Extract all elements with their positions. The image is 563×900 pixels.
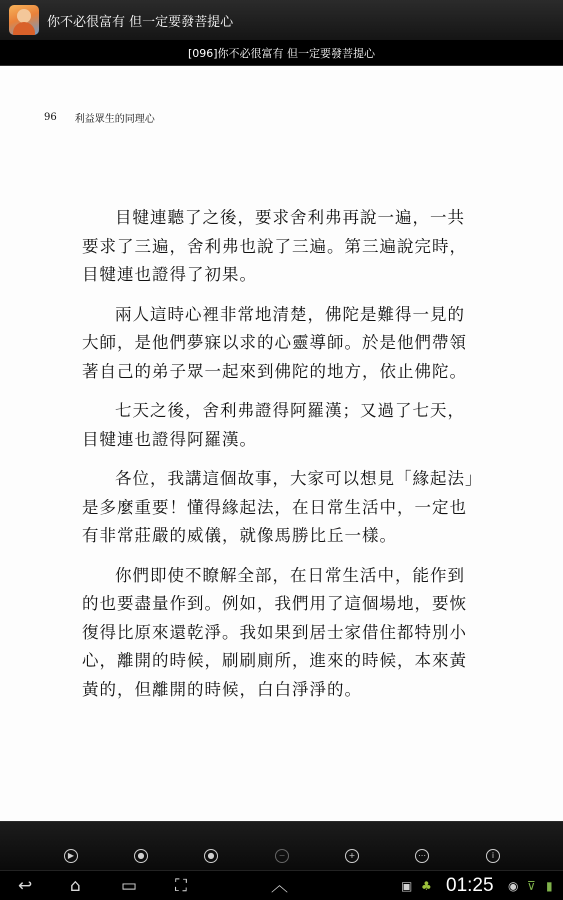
app-title: 你不必很富有 但一定要發菩提心 (47, 14, 234, 30)
page-header (44, 110, 155, 125)
battery-icon: ▮ (546, 879, 553, 893)
info-icon[interactable]: i (486, 849, 500, 863)
chapter-bar (0, 40, 563, 66)
gallery-icon: ▣ (401, 879, 413, 893)
zoom-in-icon[interactable]: + (345, 849, 359, 863)
up-chevron-icon[interactable]: ︿ (271, 876, 288, 896)
previous-icon[interactable]: ● (134, 849, 148, 863)
page-number: 96 (44, 112, 57, 123)
back-icon[interactable]: ↩ (18, 876, 33, 896)
clock: 01:25 (446, 875, 494, 896)
app-icon (9, 5, 39, 35)
paragraph: 各位，我講這個故事，大家可以想見「緣起法」是多麼重要！懂得緣起法，在日常生活中，一定也有非常莊嚴的威儀，就像馬勝比丘一樣。 (82, 469, 475, 545)
page-body (82, 204, 478, 715)
screenshot-icon[interactable]: ⛶ (175, 876, 187, 896)
running-head: 利益眾生的同理心 (74, 114, 155, 125)
play-icon[interactable]: ▶ (64, 849, 78, 863)
paragraph: 目犍連聽了之後，要求舍利弗再說一遍，一共要求了三遍，舍利弗也說了三遍。第三遍說完時，目犍連也證得了初果。 (82, 208, 467, 284)
paragraph: 你們即使不瞭解全部，在日常生活中，能作到的也要盡量作到。例如，我們用了這個場地，要恢復得比原來還乾淨。我如果到居士家借住都特別小心，離開的時候，刷刷廁所，進來的時候，本來黃黃的，但離開的時候，白白淨淨的。 (82, 565, 467, 699)
wifi-icon: ⊽ (527, 879, 536, 893)
book-page[interactable] (0, 66, 563, 821)
chapter-title: [096]你不必很富有 但一定要發菩提心 (187, 46, 376, 60)
menu-icon[interactable]: ⋯ (415, 849, 429, 863)
next-icon[interactable]: ● (204, 849, 218, 863)
title-bar (0, 0, 563, 40)
zoom-out-icon[interactable]: − (275, 849, 289, 863)
eye-icon: ◉ (508, 879, 519, 893)
android-icon: ♣ (421, 879, 432, 893)
reader-toolbar (0, 821, 563, 870)
paragraph: 七天之後，舍利弗證得阿羅漢；又過了七天，目犍連也證得阿羅漢。 (82, 401, 465, 449)
paragraph: 兩人這時心裡非常地清楚，佛陀是難得一見的大師，是他們夢寐以求的心靈導師。於是他們帶領著自己的弟子眾一起來到佛陀的地方，依止佛陀。 (82, 304, 467, 381)
system-nav-bar (0, 870, 563, 900)
recent-apps-icon[interactable]: ▭ (121, 876, 138, 896)
home-icon[interactable]: ⌂ (70, 876, 81, 896)
